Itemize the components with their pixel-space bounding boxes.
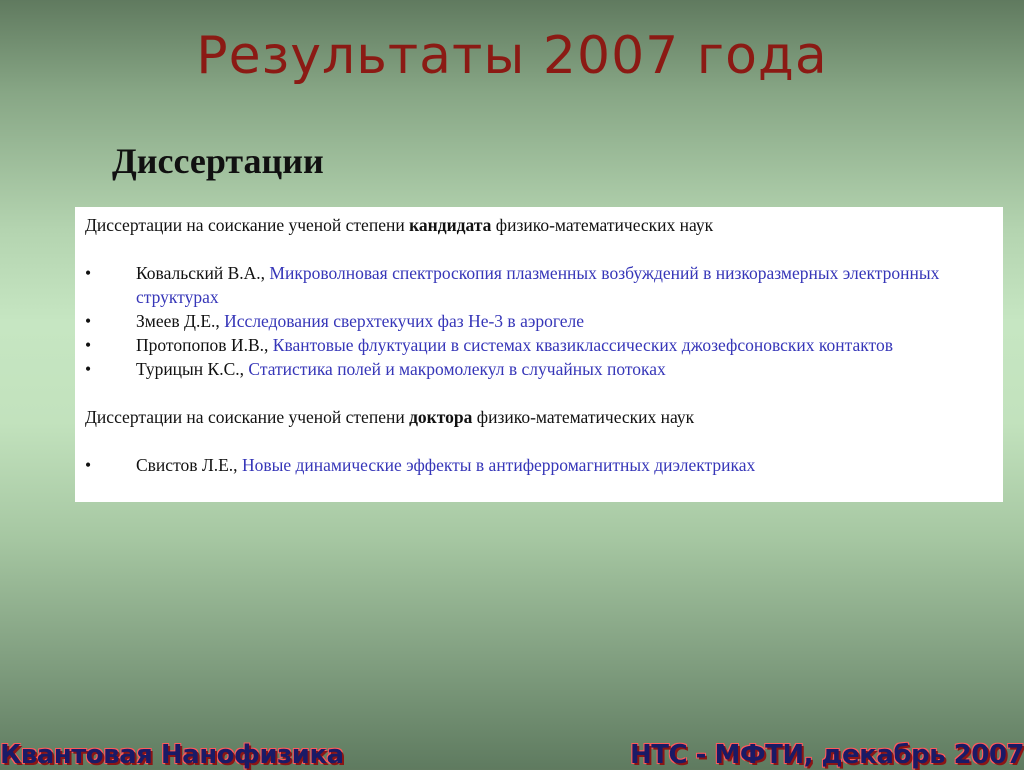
- list-item: [85, 453, 993, 477]
- candidate-intro-prefix: Диссертации на соискание ученой степени: [85, 215, 405, 235]
- doctor-intro-suffix: физико-математических наук: [476, 407, 695, 427]
- list-item: [85, 261, 993, 309]
- spacer: [85, 237, 993, 261]
- candidate-intro: [85, 213, 993, 237]
- doctor-intro: [85, 405, 993, 429]
- dissertation-topic: Квантовые флуктуации в системах квазиклассических джозефсоновских контактов: [272, 335, 893, 355]
- dissertations-box: [75, 207, 1003, 502]
- candidate-list: [85, 261, 993, 381]
- author-name: Ковальский В.А.,: [136, 263, 266, 283]
- bullet-icon: •: [85, 311, 92, 331]
- doctor-intro-prefix: Диссертации на соискание ученой степени: [85, 407, 405, 427]
- bullet-icon: •: [85, 335, 92, 355]
- candidate-intro-suffix: физико-математических наук: [495, 215, 714, 235]
- spacer: [85, 429, 993, 453]
- candidate-degree: кандидата: [409, 215, 492, 235]
- bullet-icon: •: [85, 359, 92, 379]
- dissertation-topic: Статистика полей и макромолекул в случайных потоках: [248, 359, 666, 379]
- list-item: [85, 333, 993, 357]
- doctor-list: [85, 453, 993, 477]
- author-name: Свистов Л.Е.,: [136, 455, 238, 475]
- doctor-degree: доктора: [409, 407, 473, 427]
- bullet-icon: •: [85, 455, 92, 475]
- spacer: [85, 381, 993, 405]
- list-item: [85, 309, 993, 333]
- bullet-icon: •: [85, 263, 92, 283]
- list-item: [85, 357, 993, 381]
- author-name: Турицын К.С.,: [136, 359, 245, 379]
- dissertation-topic: Исследования сверхтекучих фаз Не-3 в аэрогеле: [224, 311, 585, 331]
- section-heading: Диссертации: [112, 141, 324, 181]
- footer-right-label: НТС - МФТИ, декабрь 2007: [630, 740, 1024, 770]
- author-name: Протопопов И.В.,: [136, 335, 269, 355]
- author-name: Змеев Д.Е.,: [136, 311, 220, 331]
- slide-title: Результаты 2007 года: [196, 26, 828, 86]
- dissertation-topic: Микроволновая спектроскопия плазменных возбуждений в низкоразмерных электронных структурах: [136, 263, 940, 307]
- dissertation-topic: Новые динамические эффекты в антиферромагнитных диэлектриках: [241, 455, 756, 475]
- footer-left-label: Квантовая Нанофизика: [0, 740, 344, 770]
